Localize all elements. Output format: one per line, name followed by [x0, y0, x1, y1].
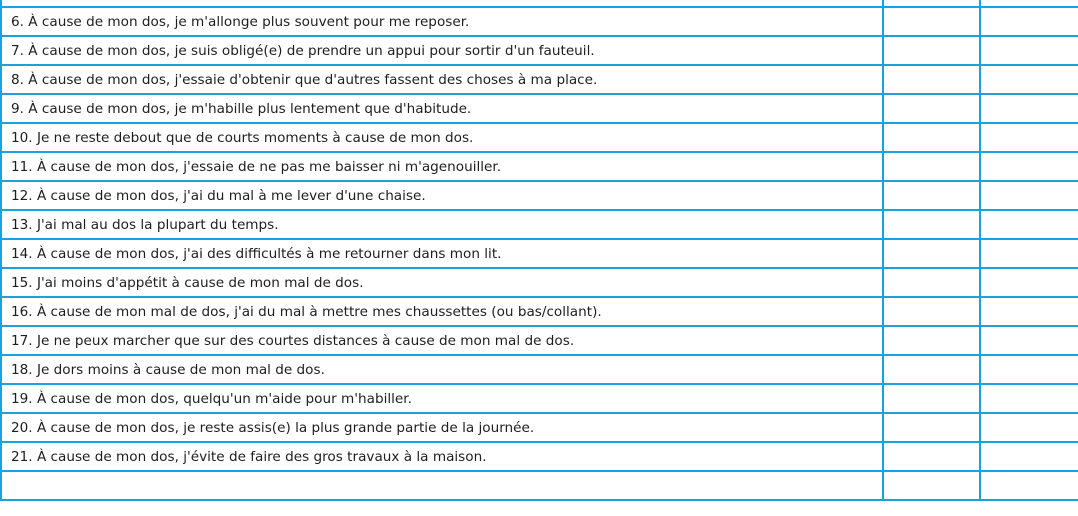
- question-row: [1, 0, 1078, 7]
- question-row: [1, 297, 1078, 326]
- question-text: 11. À cause de mon dos, j'essaie de ne pas me baisser ni m'agenouiller.: [1, 152, 883, 181]
- question-row: [1, 384, 1078, 413]
- answer-cell-no[interactable]: [980, 152, 1078, 181]
- questionnaire-body: [1, 0, 1078, 500]
- answer-cell-yes[interactable]: [883, 7, 980, 36]
- question-text: 12. À cause de mon dos, j'ai du mal à me lever d'une chaise.: [1, 181, 883, 210]
- answer-cell-yes[interactable]: [883, 94, 980, 123]
- question-text: 21. À cause de mon dos, j'évite de faire des gros travaux à la maison.: [1, 442, 883, 471]
- question-row: [1, 65, 1078, 94]
- answer-cell-no[interactable]: [980, 0, 1078, 7]
- answer-cell-no[interactable]: [980, 7, 1078, 36]
- question-row: [1, 413, 1078, 442]
- answer-cell-yes[interactable]: [883, 152, 980, 181]
- answer-cell-no[interactable]: [980, 123, 1078, 152]
- answer-cell-yes[interactable]: [883, 384, 980, 413]
- question-row: [1, 239, 1078, 268]
- answer-cell-yes[interactable]: [883, 181, 980, 210]
- answer-cell-no[interactable]: [980, 326, 1078, 355]
- question-text: 15. J'ai moins d'appétit à cause de mon mal de dos.: [1, 268, 883, 297]
- question-row: [1, 326, 1078, 355]
- question-text: 16. À cause de mon mal de dos, j'ai du mal à mettre mes chaussettes (ou bas/collant).: [1, 297, 883, 326]
- answer-cell-no[interactable]: [980, 268, 1078, 297]
- answer-cell-yes[interactable]: [883, 123, 980, 152]
- question-text: 19. À cause de mon dos, quelqu'un m'aide pour m'habiller.: [1, 384, 883, 413]
- question-text: 13. J'ai mal au dos la plupart du temps.: [1, 210, 883, 239]
- answer-cell-yes[interactable]: [883, 65, 980, 94]
- question-row: [1, 7, 1078, 36]
- answer-cell-no[interactable]: [980, 413, 1078, 442]
- answer-cell-no[interactable]: [980, 65, 1078, 94]
- answer-cell-yes[interactable]: [883, 413, 980, 442]
- question-row: [1, 442, 1078, 471]
- answer-cell-yes[interactable]: [883, 268, 980, 297]
- answer-cell-yes[interactable]: [883, 239, 980, 268]
- question-row: [1, 152, 1078, 181]
- question-row: [1, 94, 1078, 123]
- answer-cell-yes[interactable]: [883, 210, 980, 239]
- answer-cell-yes[interactable]: [883, 442, 980, 471]
- question-text: [1, 0, 883, 7]
- question-row: [1, 123, 1078, 152]
- question-row: [1, 210, 1078, 239]
- question-text: [1, 471, 883, 500]
- answer-cell-yes[interactable]: [883, 297, 980, 326]
- question-row: [1, 471, 1078, 500]
- question-text: 8. À cause de mon dos, j'essaie d'obtenir que d'autres fassent des choses à ma place.: [1, 65, 883, 94]
- question-row: [1, 355, 1078, 384]
- answer-cell-yes[interactable]: [883, 36, 980, 65]
- answer-cell-yes[interactable]: [883, 326, 980, 355]
- answer-cell-no[interactable]: [980, 181, 1078, 210]
- answer-cell-no[interactable]: [980, 94, 1078, 123]
- answer-cell-no[interactable]: [980, 210, 1078, 239]
- answer-cell-yes[interactable]: [883, 355, 980, 384]
- answer-cell-yes[interactable]: [883, 0, 980, 7]
- answer-cell-no[interactable]: [980, 384, 1078, 413]
- question-text: 18. Je dors moins à cause de mon mal de dos.: [1, 355, 883, 384]
- question-row: [1, 181, 1078, 210]
- question-text: 10. Je ne reste debout que de courts moments à cause de mon dos.: [1, 123, 883, 152]
- question-text: 17. Je ne peux marcher que sur des courtes distances à cause de mon mal de dos.: [1, 326, 883, 355]
- question-row: [1, 36, 1078, 65]
- question-text: 20. À cause de mon dos, je reste assis(e) la plus grande partie de la journée.: [1, 413, 883, 442]
- answer-cell-no[interactable]: [980, 471, 1078, 500]
- question-text: 14. À cause de mon dos, j'ai des difficultés à me retourner dans mon lit.: [1, 239, 883, 268]
- answer-cell-no[interactable]: [980, 36, 1078, 65]
- answer-cell-no[interactable]: [980, 297, 1078, 326]
- answer-cell-no[interactable]: [980, 442, 1078, 471]
- question-text: 9. À cause de mon dos, je m'habille plus lentement que d'habitude.: [1, 94, 883, 123]
- question-text: 6. À cause de mon dos, je m'allonge plus souvent pour me reposer.: [1, 7, 883, 36]
- answer-cell-no[interactable]: [980, 239, 1078, 268]
- question-text: 7. À cause de mon dos, je suis obligé(e) de prendre un appui pour sortir d'un fauteuil.: [1, 36, 883, 65]
- question-row: [1, 268, 1078, 297]
- answer-cell-yes[interactable]: [883, 471, 980, 500]
- answer-cell-no[interactable]: [980, 355, 1078, 384]
